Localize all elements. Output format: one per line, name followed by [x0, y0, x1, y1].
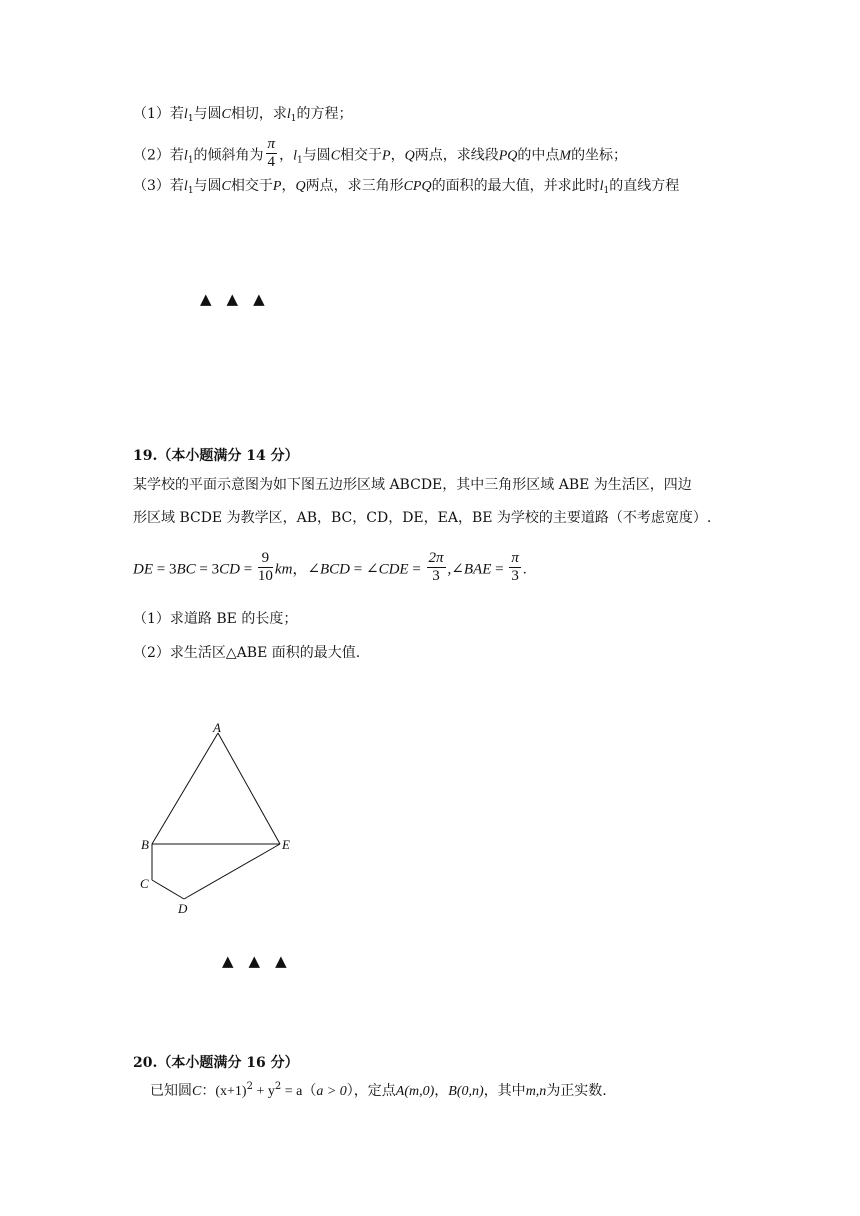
answer-space-triangles-1: ▲ ▲ ▲ — [200, 290, 265, 308]
q19-formula: DE = 3BC = 3CD = $\frac{9}{10}$ km，∠BCD = ∠CDE = $\frac{2\pi}{3}$ ,∠BAE = $\frac{\pi}{3}$ . — [133, 550, 527, 584]
vertex-label-C: C — [140, 876, 149, 891]
vertex-label-D: D — [178, 901, 188, 916]
edge-CD — [152, 880, 184, 899]
q20-text: 已知圆C：$(x+1)^2 + y^2 = a(a > 0)$，定点A(m,0)，B(0,n)，其中m,n为正实数. — [150, 1081, 607, 1099]
edge-DE — [184, 844, 280, 899]
edge-AE — [218, 733, 280, 844]
q19-text-line-1: 某学校的平面示意图为如下图五边形区域 ABCDE，其中三角形区域 ABE 为生活区，四边 — [133, 477, 692, 493]
fraction-pi-over-4: $\frac{\pi}{4}$ — [267, 136, 276, 170]
fraction-9-over-10: $\frac{9}{10}$ — [257, 550, 273, 584]
vertex-label-A: A — [213, 720, 221, 735]
vertex-label-B: B — [141, 837, 149, 852]
vertex-label-E: E — [282, 837, 290, 852]
q18-part-3: （3）若$l_1$与圆C相交于P，Q两点，求三角形CPQ的面积的最大值，并求此时$l_1$的直线方程 — [133, 178, 680, 196]
q19-part-1: （1）求道路 BE 的长度； — [133, 611, 298, 627]
q20-heading: 20.（本小题满分 16 分） — [133, 1055, 299, 1071]
answer-space-triangles-2: ▲ ▲ ▲ — [222, 952, 287, 970]
q18-part-2: （2）若$l_1$的倾斜角为 $\frac{\pi}{4}$ ，$l_1$与圆C相交于P，Q两点，求线段PQ的中点M的坐标； — [133, 136, 628, 170]
q19-heading: 19.（本小题满分 14 分） — [133, 448, 299, 464]
edge-AB — [152, 733, 218, 844]
q19-text-line-2: 形区域 BCDE 为教学区，AB，BC，CD，DE，EA，BE 为学校的主要道路（不考虑宽度）. — [133, 510, 712, 526]
fraction-pi-over-3: $\frac{\pi}{3}$ — [511, 550, 519, 584]
fraction-2pi-over-3: $\frac{2\pi}{3}$ — [428, 550, 444, 584]
q19-part-2: （2）求生活区△ABE 面积的最大值. — [133, 645, 361, 661]
figure-edges — [152, 733, 280, 899]
q18-part-1: （1）若$l_1$与圆C相切，求$l_1$的方程； — [133, 106, 353, 124]
